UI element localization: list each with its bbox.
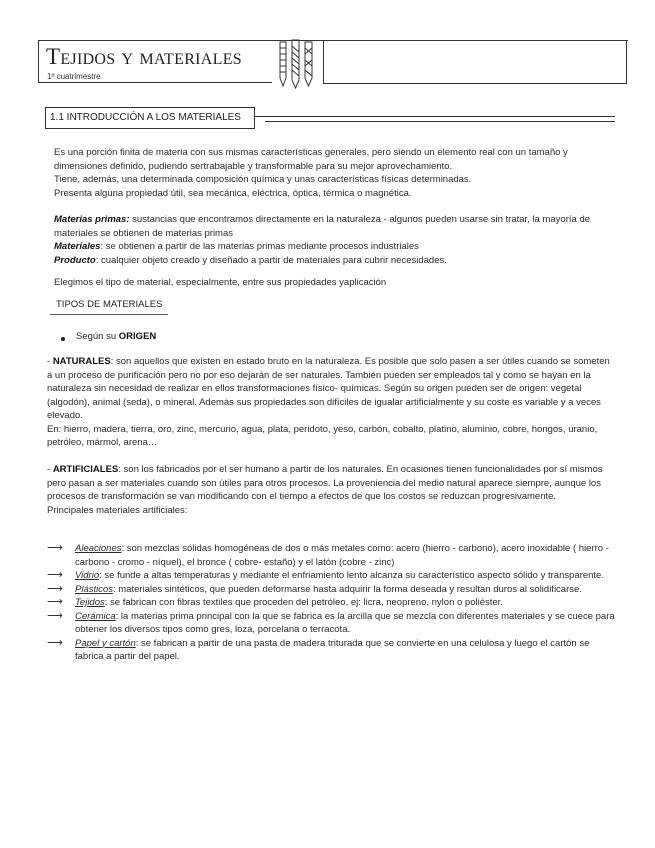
intro-line: Es una porción finita de materia con sus mismas características generales, pero siendo un elemento real con un tamaño y dimensiones definido, pudiendo sertrabajable y transformable para su mejor aprovechamiento. [54,147,568,172]
arrow-icon: ⟶ [47,636,63,649]
bullet-bold: ORIGEN [118,331,157,342]
principales-label: Principales materiales artificiales: [47,504,188,516]
arrow-icon: ⟶ [47,542,63,554]
definition-text: : se obtienen a partir de las materias primas mediante procesos industriales [100,241,419,252]
definition-text: : cualquier objeto creado y diseñado a partir de materiales para cubrir necesidades. [95,254,447,266]
choose-text: Elegimos el tipo de material, especialmente, entre sus propiedades yaplicación [54,277,387,288]
arrow-icon: ⟶ [47,582,63,595]
list-item [47,542,617,569]
artificiales-term: ARTIFICIALES [52,464,119,475]
material-term: Cerámica [75,610,116,622]
arrow-icon: ⟶ [47,609,63,622]
term-materiales: Materiales [54,241,101,252]
bullet-dot-icon [61,337,65,341]
material-text: : son mezclas sólidas homogéneas de dos o más metales como: acero (hierro - carbono), acero inoxidable ( hierro - carbono - cromo - níquel), el bronce ( cobre- estaño) y el latón (cobre - zinc) [75,543,609,568]
material-term: Plásticos [75,583,114,595]
list-item [47,583,617,597]
naturales-block [47,355,617,450]
artificiales-paragraph [47,463,617,504]
list-item [47,637,617,664]
naturales-examples: En: hierro, madera, tierra, oro, zinc, mercurio, agua, plata, peridoto, yeso, carbón, cobalto, platino, aluminio, cobre, hongos, uranio, petróleo, mármol, arena… [47,423,598,448]
definition-materiales [54,240,602,254]
term-producto: Producto [54,254,96,266]
header-left-rule [38,40,44,82]
artificiales-block [47,463,617,517]
naturales-text: : son aquellos que existen en estado bruto en la naturaleza. Es posible que solo pasen a ser útiles cuando se someten a un proceso de purificación pero no por eso dejarán de ser naturales. También pueden ser empleados tal y como se hayan en la naturaleza sin necesidad de realizar en ellos transformaciones físico- químicas. Según su origen pueden ser de origen: vegetal (algodón), animal (seda), o mineral. Además sus propiedades son difíciles de igualar artificialmente y su coste es variable y a veces elevado. [47,356,610,421]
section-title: 1.1 INTRODUCCIÓN A LOS MATERIALES [50,112,241,123]
term-materias-primas: Materias primas: [54,214,130,225]
material-text: : se fabrican con fibras textiles que proceden del petróleo, ej: licra, neopreno, nylon o poliéster. [104,597,503,608]
list-item [47,610,617,637]
list-item [47,596,617,610]
material-text: : se funde a altas temperaturas y mediante el enfriamiento lento alcanza su característico aspecto sólido y transparente. [99,570,604,581]
material-term: Papel y cartón [75,637,136,649]
definition-text: sustancias que encontramos directamente en la naturaleza - algunos pueden usarse sin tratar, la mayoría de materiales se obtienen de materias primas [54,214,591,239]
material-text: : se fabrican a partir de una pasta de madera triturada que se convierte en una celulosa y luego el cartón se fabrica a partir del papel. [75,637,590,662]
header-bottom-rule [38,82,272,83]
naturales-term: NATURALES [52,356,111,367]
page-subtitle: 1º cuatrimestre [47,72,101,81]
material-term: Tejidos [75,597,105,608]
materials-list [47,542,617,664]
naturales-paragraph [47,355,617,423]
material-term: Aleaciones [75,543,122,554]
bullet-origen [76,331,156,342]
material-text: : materiales sintéticos, que pueden deformarse hasta adquirir la forma deseada y resultan duros al solidificarse. [113,583,582,595]
dash: - [47,356,53,367]
list-item [47,569,617,583]
arrow-icon: ⟶ [47,569,63,581]
definition-materias-primas [54,213,602,240]
pencils-illustration-icon [274,38,320,90]
page-title: Tejidos y materiales [46,44,242,69]
header-box [323,40,627,84]
tipos-rule [50,314,168,315]
material-text: : la materias prima principal con la que se fabrica es la arcilla que se mezcla con diferentes materiales y se cuece para obtener los diversos tipos como gres, loza, porcelana o terracota. [75,610,615,635]
intro-line: Presenta alguna propiedad útil, sea mecánica, eléctrica, óptica, térmica o magnética. [54,187,412,199]
intro-line: Tiene, además, una determinada composición química y unas características físicas determinadas. [54,174,472,185]
dash: - [47,464,53,475]
material-term: Vidrio [75,570,100,581]
definition-producto [54,254,602,268]
section-rule [255,116,615,117]
section-rule-secondary [265,121,615,122]
intro-paragraph [54,146,602,200]
definitions-block [54,213,602,267]
bullet-prefix: Según su [76,331,119,342]
artificiales-text: : son los fabricados por el ser humano a partir de los naturales. En ocasiones tienen funcionalidades por sí mismos pero pasan a ser materiales cuando son útiles para otros procesos. La proveniencia del medio natural aparece siempre, aunque los procesos de transformación se van modificando con el tiempo a efectos de que los costos se reduzcan progresivamente. [47,464,603,502]
tipos-heading: TIPOS DE MATERIALES [56,299,163,310]
arrow-icon: ⟶ [47,596,63,608]
